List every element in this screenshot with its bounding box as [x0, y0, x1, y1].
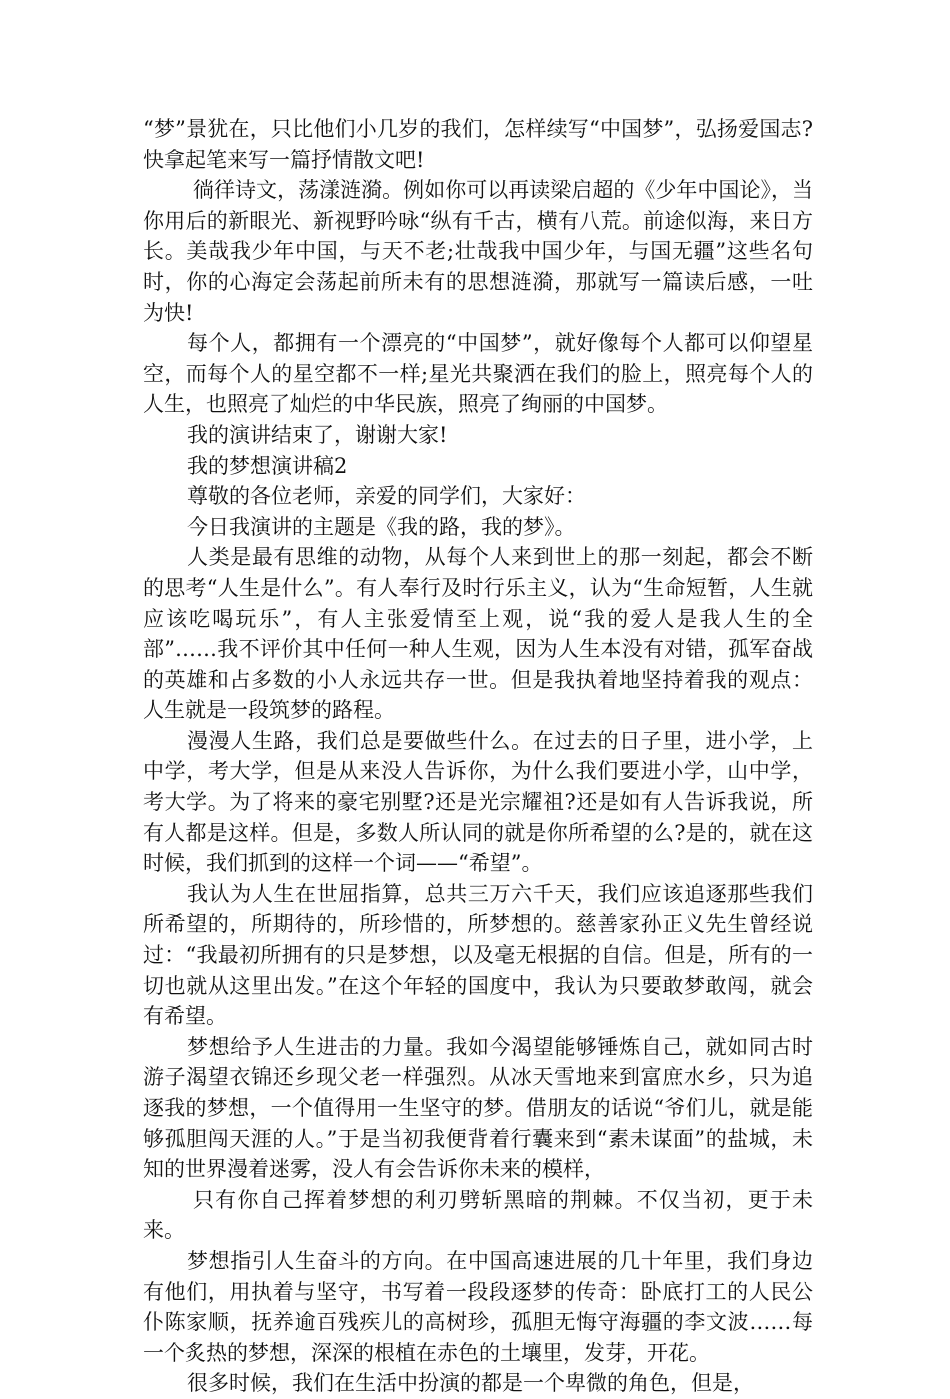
paragraph-12: 只有你自己挥着梦想的利刃劈斩黑暗的荆棘。不仅当初，更于未来。: [143, 1187, 813, 1243]
section-heading: 我的梦想演讲稿2: [187, 453, 348, 478]
paragraph-8: 人类是最有思维的动物，从每个人来到世上的那一刻起，都会不断的思考“人生是什么”。有人奉行及时行乐主义，认为“生命短暂，人生就应该吃喝玩乐”，有人主张爱情至上观，说“我的爱人是我人生的全部”……我不评价其中任何一种人生观，因为人生本没有对错，孤军奋战的英雄和占多数的小人永远共存一世。但是我执着地坚持着我的观点：人生就是一段筑梦的路程。: [143, 545, 813, 723]
paragraph-4: 我的演讲结束了，谢谢大家!: [187, 422, 448, 447]
paragraph-11: 梦想给予人生进击的力量。我如今渴望能够锤炼自己，就如同古时游子渴望衣锦还乡现父老一样强烈。从冰天雪地来到富庶水乡，只为追逐我的梦想，一个值得用一生坚守的梦。借朋友的话说“爷们儿，就是能够孤胆闯天涯的人。”于是当初我便背着行囊来到“素未谋面”的盐城，未知的世界漫着迷雾，没人有会告诉你未来的模样，: [143, 1034, 813, 1182]
paragraph-13: 梦想指引人生奋斗的方向。在中国高速进展的几十年里，我们身边有他们，用执着与坚守，书写着一段段逐梦的传奇：卧底打工的人民公仆陈家顺，抚养逾百残疾儿的高树珍，孤胆无悔守海疆的李文波……每一个炙热的梦想，深深的根植在赤色的土壤里，发芽，开花。: [143, 1248, 813, 1365]
speech-topic: 今日我演讲的主题是《我的路，我的梦》。: [187, 514, 576, 539]
paragraph-14: 很多时候，我们在生活中扮演的都是一个卑微的角色，但是，: [187, 1371, 754, 1396]
paragraph-2: 徜徉诗文，荡漾涟漪。例如你可以再读梁启超的《少年中国论》，当你用后的新眼光、新视野吟咏“纵有千古，横有八荒。前途似海，来日方长。美哉我少年中国，与天不老;壮哉我中国少年，与国无疆”这些名句时，你的心海定会荡起前所未有的思想涟漪，那就写一篇读后感，一吐为快!: [143, 178, 813, 325]
paragraph-3: 每个人，都拥有一个漂亮的“中国梦”，就好像每个人都可以仰望星空，而每个人的星空都不一样;星光共聚洒在我们的脸上，照亮每个人的人生，也照亮了灿烂的中华民族，照亮了绚丽的中国梦。: [143, 331, 813, 417]
paragraph-1: “梦”景犹在，只比他们小几岁的我们，怎样续写“中国梦”，弘扬爱国志?快拿起笔来写一篇抒情散文吧!: [143, 117, 813, 172]
greeting: 尊敬的各位老师，亲爱的同学们，大家好：: [187, 484, 586, 509]
paragraph-9: 漫漫人生路，我们总是要做些什么。在过去的日子里，进小学，上中学，考大学，但是从来没人告诉你，为什么我们要进小学，山中学，考大学。为了将来的豪宅别墅?还是光宗耀祖?还是如有人告诉我说，所有人都是这样。但是，多数人所认同的就是你所希望的么?是的，就在这时候，我们抓到的这样一个词——“希望”。: [143, 728, 813, 876]
paragraph-10: 我认为人生在世屈指算，总共三万六千天，我们应该追逐那些我们所希望的，所期待的，所珍惜的，所梦想的。慈善家孙正义先生曾经说过：“我最初所拥有的只是梦想，以及毫无根据的自信。但是，所有的一切也就从这里出发。”在这个年轻的国度中，我认为只要敢梦敢闯，就会有希望。: [143, 881, 813, 1029]
document-page: [143, 114, 813, 1399]
